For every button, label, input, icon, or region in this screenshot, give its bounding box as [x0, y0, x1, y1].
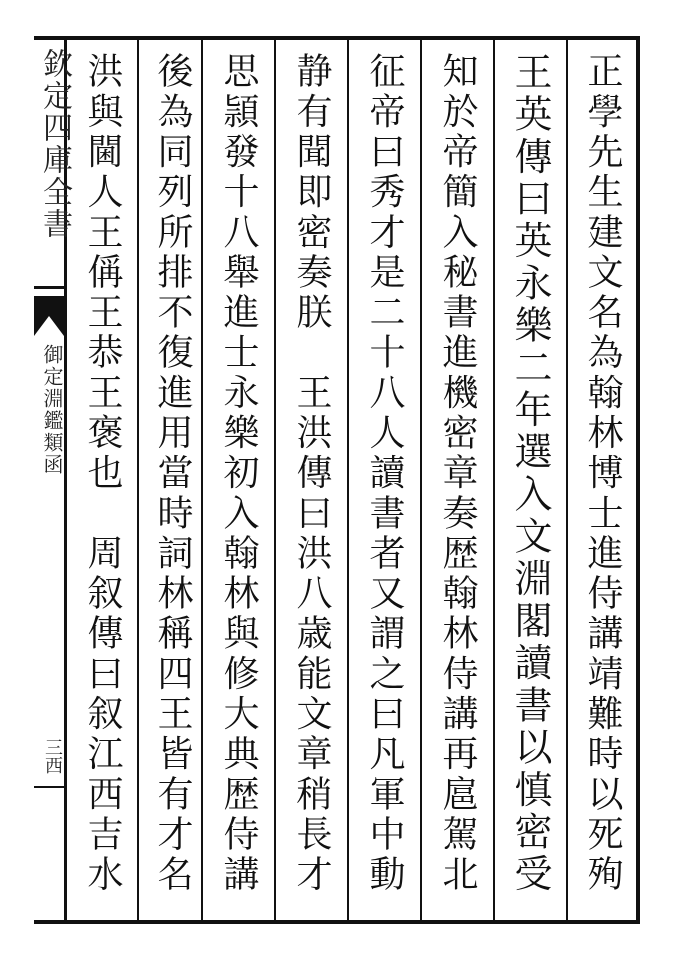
- margin-work-title: 御定淵鑑類函: [40, 344, 64, 476]
- fishtail-mark: [34, 296, 64, 336]
- text-column-6: 思頴發十八舉進士永樂初入翰林與修大典歴侍講: [218, 52, 259, 895]
- text-column-5: 静有聞即密奏朕 王洪傳曰洪八歳能文章稍長才: [291, 52, 332, 895]
- frame-right-rule: [636, 36, 640, 924]
- text-column-1: 正學先生建文名為翰林博士進侍講靖難時以死殉: [582, 52, 623, 895]
- margin-page-number: 三西: [42, 738, 63, 774]
- column-divider: [137, 40, 139, 920]
- frame-bottom-rule: [34, 920, 640, 924]
- margin-book-title: 欽定四庫全書: [37, 48, 72, 240]
- text-column-4: 征帝曰秀才是二十八人讀書者又謂之曰凡軍中動: [364, 52, 405, 895]
- margin-page-rule: [34, 786, 64, 788]
- text-column-7: 後為同列所排不復進用當時詞林稱四王皆有才名: [152, 52, 193, 895]
- text-column-8: 洪與閫人王偁王恭王褒也 周叙傳曰叙江西吉水: [82, 52, 123, 895]
- text-column-2: 王英傳曰英永樂二年選入文淵閣讀書以慎密受: [508, 52, 552, 896]
- column-divider: [201, 40, 203, 920]
- margin-title-rule: [34, 286, 64, 289]
- column-divider: [420, 40, 422, 920]
- column-divider: [493, 40, 495, 920]
- frame-top-rule: [34, 36, 640, 40]
- column-divider: [566, 40, 568, 920]
- column-divider: [274, 40, 276, 920]
- column-divider: [347, 40, 349, 920]
- text-column-3: 知於帝簡入秘書進機密章奏歴翰林侍講再扈駕北: [437, 52, 478, 895]
